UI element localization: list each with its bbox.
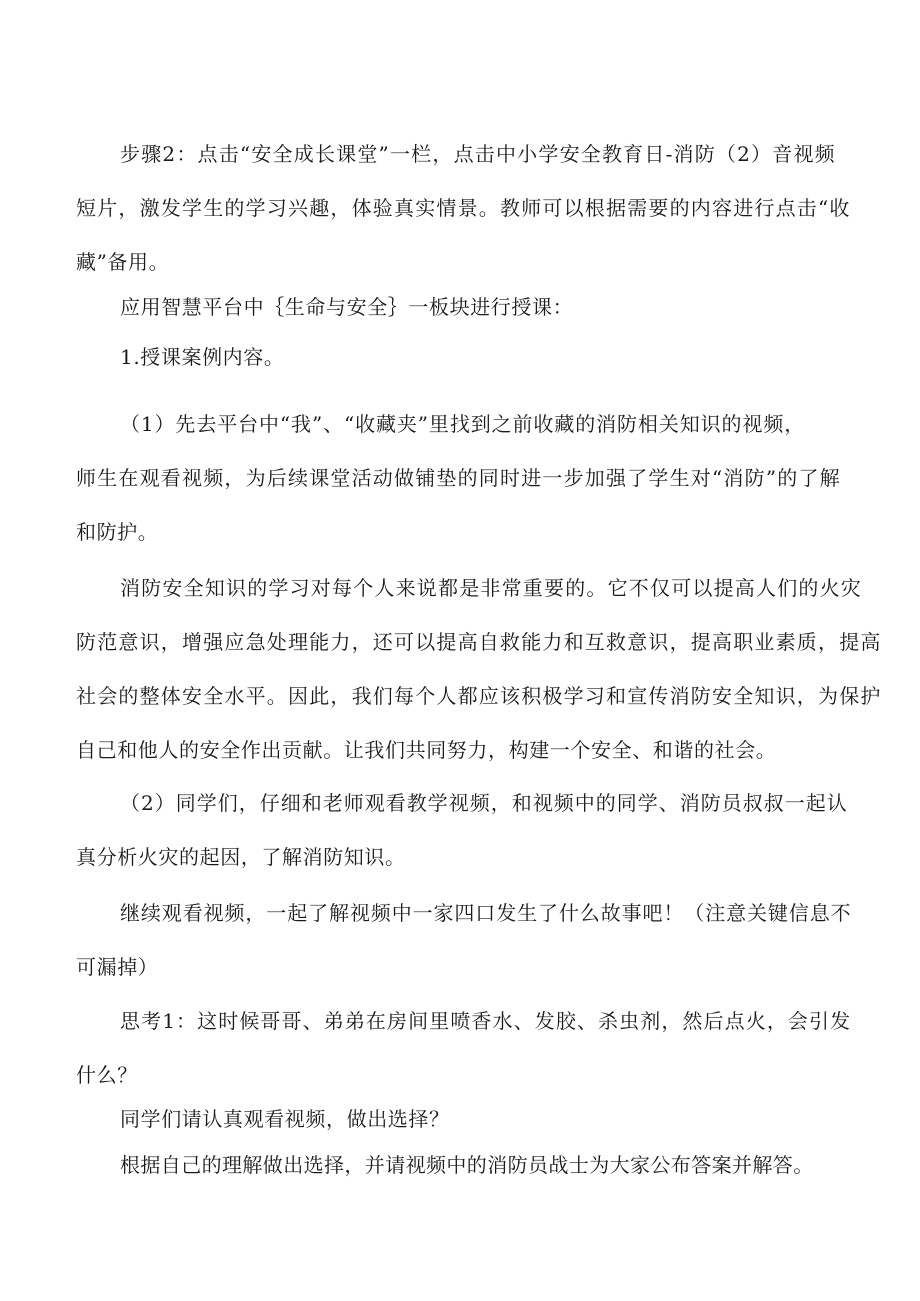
paragraph-line: （1）先去平台中“我”、“收藏夹”里找到之前收藏的消防相关知识的视频， xyxy=(120,412,806,436)
paragraph-line: 师生在观看视频，为后续课堂活动做铺垫的同时进一步加强了学生对“消防”的了解 xyxy=(76,466,841,490)
paragraph-line: 应用智慧平台中｛生命与安全｝一板块进行授课： xyxy=(120,295,574,319)
paragraph-line: 社会的整体安全水平。因此，我们每个人都应该积极学习和宣传消防安全知识，为保护 xyxy=(76,684,882,708)
paragraph-line: 和防护。 xyxy=(76,520,159,544)
paragraph-line: 消防安全知识的学习对每个人来说都是非常重要的。它不仅可以提高人们的火灾 xyxy=(120,576,862,600)
paragraph-line: 可漏掉） xyxy=(76,955,159,979)
paragraph-question-1 xyxy=(76,994,852,1102)
paragraph-line: （2）同学们，仔细和老师观看教学视频，和视频中的同学、消防员叔叔一起认 xyxy=(120,791,848,815)
paragraph-line: 防范意识，增强应急处理能力，还可以提高自救能力和互救意识，提高职业素质，提高 xyxy=(76,630,882,654)
paragraph-line: 什么？ xyxy=(76,1063,138,1087)
paragraph-step2 xyxy=(76,127,851,289)
paragraph-continue-watch xyxy=(76,886,852,994)
paragraph-section-heading xyxy=(120,343,284,371)
paragraph-line: 自己和他人的安全作出贡献。让我们共同努力，构建一个安全、和谐的社会。 xyxy=(76,738,777,762)
paragraph-line: 思考1：这时候哥哥、弟弟在房间里喷香水、发胶、杀虫剂，然后点火，会引发 xyxy=(120,1009,852,1033)
paragraph-choose xyxy=(120,1105,450,1133)
paragraph-line: 藏”备用。 xyxy=(76,250,170,274)
paragraph-line: 继续观看视频，一起了解视频中一家四口发生了什么故事吧！（注意关键信息不 xyxy=(120,901,852,925)
paragraph-line: 真分析火灾的起因，了解消防知识。 xyxy=(76,845,406,869)
paragraph-line: 同学们请认真观看视频，做出选择？ xyxy=(120,1107,450,1131)
paragraph-item-2 xyxy=(76,776,848,884)
paragraph-item-1 xyxy=(76,397,841,559)
paragraph-line: 短片，激发学生的学习兴趣，体验真实情景。教师可以根据需要的内容进行点击“收 xyxy=(76,196,851,220)
paragraph-answer xyxy=(120,1151,814,1179)
paragraph-platform-intro xyxy=(120,293,573,321)
paragraph-line: 1.授课案例内容。 xyxy=(120,345,285,369)
paragraph-line: 根据自己的理解做出选择，并请视频中的消防员战士为大家公布答案并解答。 xyxy=(120,1153,814,1177)
paragraph-line: 步骤2：点击“安全成长课堂”一栏，点击中小学安全教育日-消防（2）音视频 xyxy=(120,142,836,166)
paragraph-fire-safety xyxy=(76,561,882,777)
